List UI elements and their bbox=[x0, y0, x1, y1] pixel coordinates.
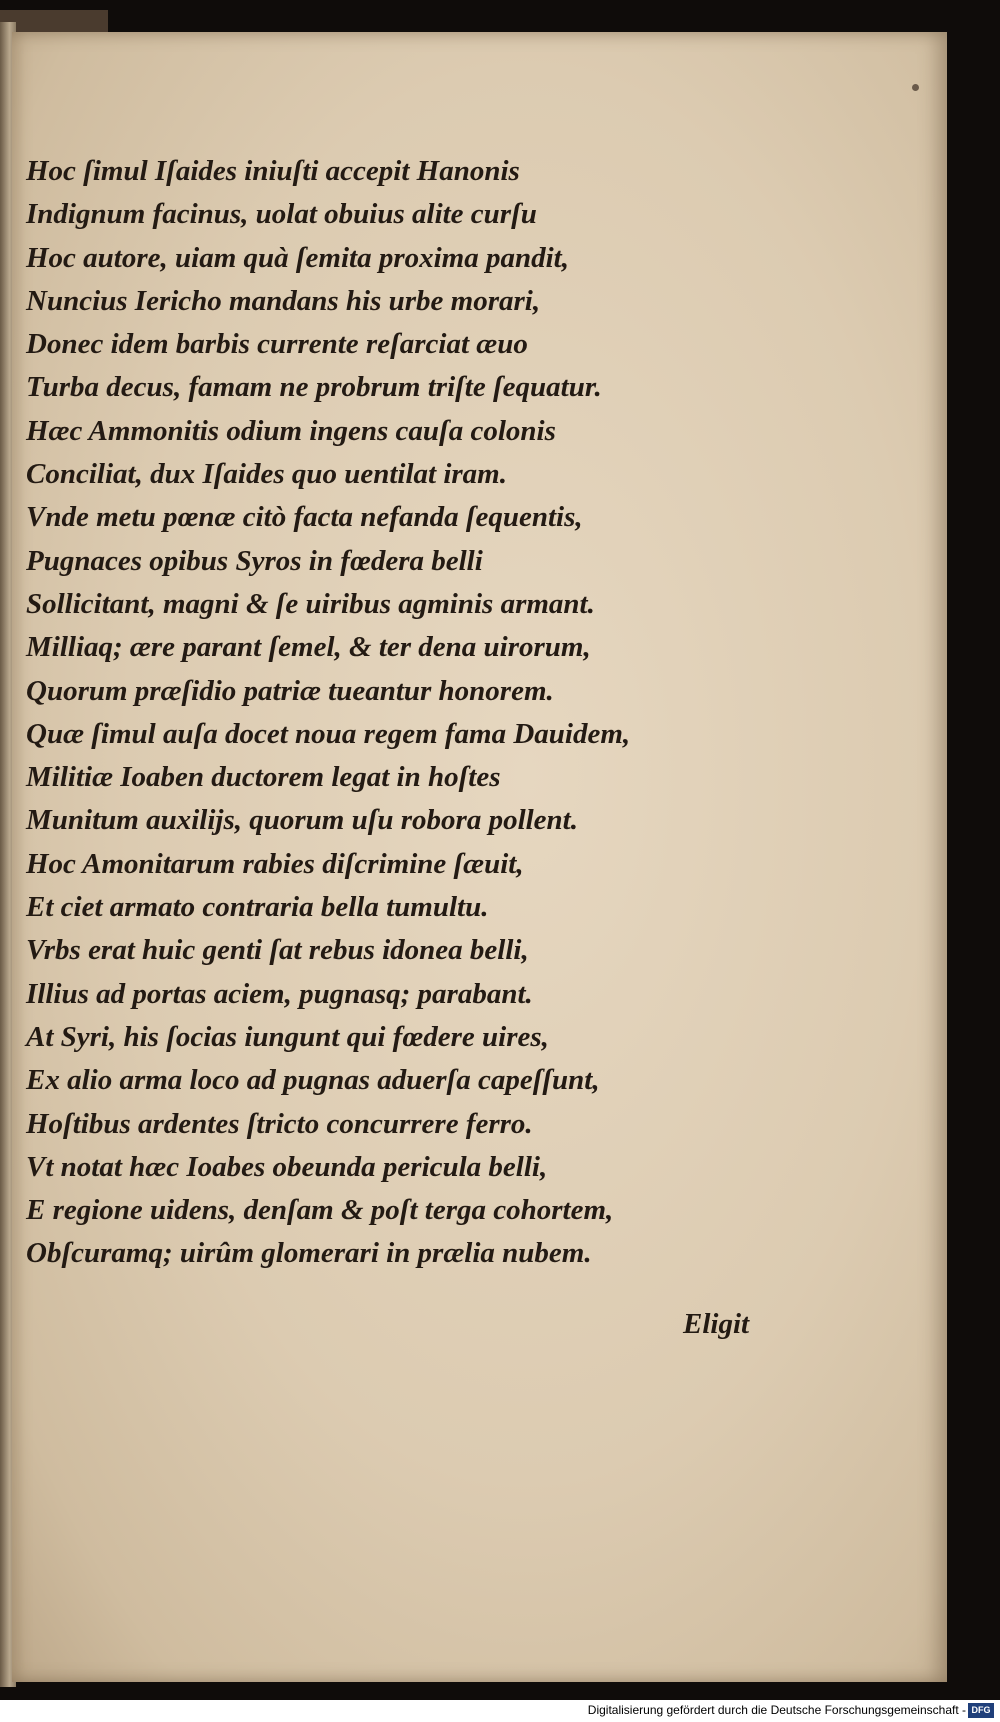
verse-line: Donec idem barbis currente reſarciat æuo bbox=[26, 328, 528, 361]
verse-line: Sollicitant, magni & ſe uiribus agminis armant. bbox=[26, 587, 595, 620]
verse-line: Obſcuramq; uirûm glomerari in prælia nubem. bbox=[26, 1237, 592, 1270]
verse-line: Pugnaces opibus Syros in fœdera belli bbox=[26, 544, 483, 577]
verse-line: Vnde metu pœnæ citò facta nefanda ſequentis, bbox=[26, 501, 583, 534]
verse-line: Milliaq; ære parant ſemel, & ter dena uirorum, bbox=[26, 631, 591, 664]
verse-line: Munitum auxilijs, quorum uſu robora pollent. bbox=[26, 804, 578, 837]
catchword: Eligit bbox=[683, 1308, 750, 1340]
verse-line: Turba decus, famam ne probrum triſte ſequatur. bbox=[26, 371, 602, 404]
verse-line: Nuncius Iericho mandans his urbe morari, bbox=[26, 284, 541, 317]
funding-credit: Digitalisierung gefördert durch die Deutsche Forschungsgemeinschaft - bbox=[587, 1703, 966, 1717]
verse-line: Hæc Ammonitis odium ingens cauſa colonis bbox=[26, 414, 556, 447]
page-mark bbox=[912, 84, 919, 91]
verse-line: Hoc ſimul Iſaides iniuſti accepit Hanonis bbox=[26, 155, 520, 187]
verse-list bbox=[26, 150, 786, 1276]
verse-line: Ex alio arma loco ad pugnas aduerſa capeſſunt, bbox=[26, 1064, 600, 1097]
verse-line: Vrbs erat huic genti ſat rebus idonea belli, bbox=[26, 934, 529, 967]
verse-line: Conciliat, dux Iſaides quo uentilat iram. bbox=[26, 458, 507, 491]
verse-line: Hoſtibus ardentes ſtricto concurrere ferro. bbox=[26, 1107, 533, 1140]
verse-line: Illius ad portas aciem, pugnasq; parabant. bbox=[26, 977, 533, 1010]
verse-line: Vt notat hæc Ioabes obeunda pericula belli, bbox=[26, 1150, 548, 1183]
verse-line: Hoc Amonitarum rabies diſcrimine ſæuit, bbox=[26, 847, 524, 880]
verse-line: Et ciet armato contraria bella tumultu. bbox=[26, 891, 489, 924]
verse-line: At Syri, his ſocias iungunt qui fœdere uires, bbox=[26, 1020, 549, 1053]
footer-bar bbox=[0, 1700, 1000, 1722]
verse-line: Militiæ Ioaben ductorem legat in hoſtes bbox=[26, 761, 501, 794]
verse-line: Indignum facinus, uolat obuius alite curſu bbox=[26, 198, 537, 231]
dfg-logo: DFG bbox=[968, 1703, 994, 1718]
verse-line: Hoc autore, uiam quà ſemita proxima pandit, bbox=[26, 241, 569, 274]
verse-line: E regione uidens, denſam & poſt terga cohortem, bbox=[26, 1194, 614, 1227]
verse-line: Quæ ſimul auſa docet noua regem fama Dauidem, bbox=[26, 717, 631, 750]
verse-line: Quorum præſidio patriæ tueantur honorem. bbox=[26, 674, 554, 707]
